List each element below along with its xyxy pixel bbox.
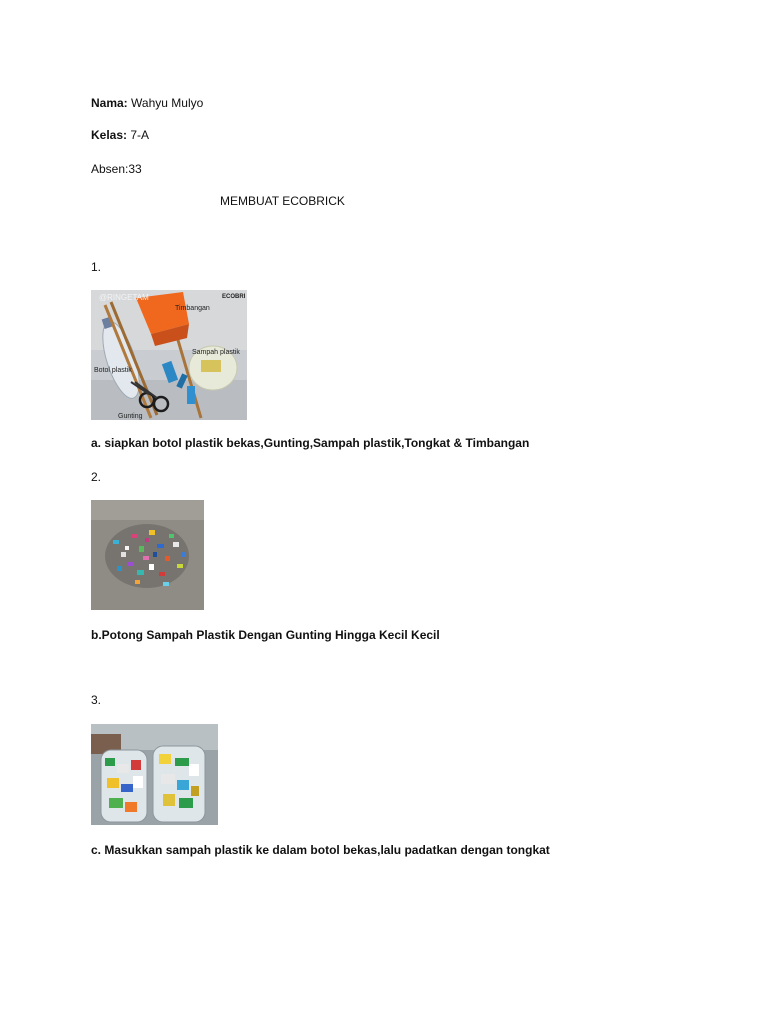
name-value: Wahyu Mulyo xyxy=(131,96,204,110)
class-label: Kelas: xyxy=(91,128,128,142)
step-number-2: 2. xyxy=(91,470,102,484)
step-caption-1: a. siapkan botol plastik bekas,Gunting,Sampah plastik,Tongkat & Timbangan xyxy=(91,436,530,450)
step-number-1: 1. xyxy=(91,260,102,274)
name-label: Nama: xyxy=(91,96,128,110)
class-value: 7-A xyxy=(130,128,150,142)
step-caption-3: c. Masukkan sampah plastik ke dalam botol bekas,lalu padatkan dengan tongkat xyxy=(91,843,550,857)
photo-label-sampah: Sampah plastik xyxy=(192,349,240,356)
class-line xyxy=(91,128,149,142)
step-photo-3 xyxy=(91,724,218,825)
photo-label-botol: Botol plastik xyxy=(94,367,132,374)
photo-label-timbangan: Timbangan xyxy=(175,305,210,312)
step-caption-2: b.Potong Sampah Plastik Dengan Gunting Hingga Kecil Kecil xyxy=(91,628,440,642)
absen-line: Absen:33 xyxy=(91,162,142,176)
step-photo-2 xyxy=(91,500,204,610)
photo-watermark: @RINGETAM xyxy=(99,293,149,302)
step-photo-1 xyxy=(91,290,247,420)
name-line xyxy=(91,96,203,110)
photo-brand-label: ECOBRI xyxy=(222,294,246,300)
step-number-3: 3. xyxy=(91,693,102,707)
photo-label-gunting: Gunting xyxy=(118,413,143,420)
page-title: MEMBUAT ECOBRICK xyxy=(220,194,345,208)
